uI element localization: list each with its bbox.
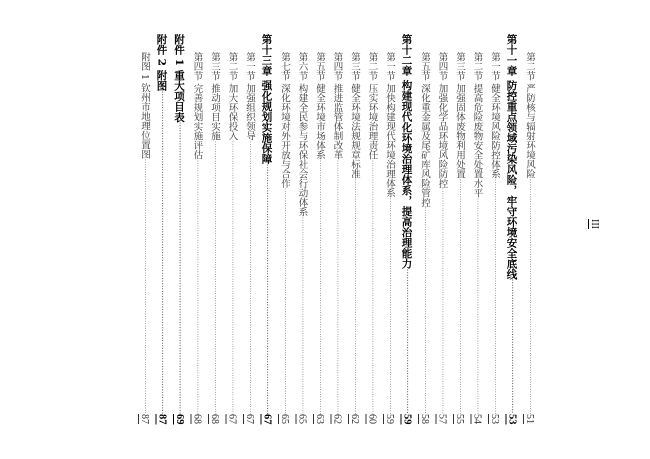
toc-leader-dots	[328, 160, 346, 414]
toc-entry-title: 第一节 加强组织领导	[244, 52, 255, 141]
toc-leader-dots	[258, 164, 276, 414]
toc-page-number: 53	[489, 414, 500, 424]
toc-section-entry[interactable]	[328, 34, 346, 424]
toc-section-entry[interactable]	[223, 34, 241, 424]
toc-leader-dots	[416, 207, 434, 414]
toc-page-number: 62	[349, 414, 360, 424]
toc-leader-dots	[293, 217, 311, 414]
toc-section-entry[interactable]	[188, 34, 206, 424]
toc-leader-dots	[276, 188, 294, 414]
toc-section-entry[interactable]	[468, 34, 486, 424]
toc-chapter-entry[interactable]	[153, 34, 171, 424]
toc-page-number: 67	[261, 413, 273, 424]
toc-leader-dots	[451, 179, 469, 414]
toc-page-number: 87	[139, 414, 150, 424]
toc-entry-title: 第二节 提高危险废物安全处置水平	[471, 52, 483, 198]
toc-page-number: 68	[191, 414, 203, 424]
toc-entry-title: 附件 1 重大项目表	[173, 34, 185, 123]
toc-chapter-entry[interactable]	[171, 34, 189, 424]
toc-page-number: 60	[366, 414, 378, 424]
toc-entry-title: 附图 1 钦州市地理位置图	[139, 52, 150, 160]
toc-leader-dots	[503, 279, 521, 413]
page-number: III	[589, 219, 600, 229]
toc-page-number: 63	[314, 414, 325, 424]
toc-page-number: 67	[226, 414, 238, 424]
toc-leader-dots	[171, 122, 189, 413]
toc-entry-title: 第一节 加快构建现代环境治理体系	[384, 52, 395, 198]
toc-entry-title: 第五节 深化重金属及尾矿库风险管控	[419, 52, 430, 208]
toc-leader-dots	[486, 179, 504, 414]
toc-entry-title: 第十一章 防控重点领域污染风险，牢守环境安全底线	[505, 34, 518, 280]
toc-section-entry[interactable]	[486, 34, 504, 424]
toc-leader-dots	[398, 269, 416, 414]
toc-page-number: 53	[506, 413, 518, 424]
toc-section-entry[interactable]	[293, 34, 311, 424]
toc-leader-dots	[153, 91, 171, 414]
toc-page-number: 59	[384, 414, 395, 424]
toc-entry-title: 第三节 推动项目实施	[209, 52, 220, 141]
toc-page-number: 65	[279, 414, 290, 424]
toc-entry-title: 第十二章 构建现代化环境治理体系，提高治理能力	[400, 34, 413, 269]
toc-entry-title: 第三节 加强固体废物利用处置	[454, 52, 465, 179]
toc-section-entry[interactable]	[363, 34, 381, 424]
toc-entry-title: 第四节 加强化学品环境风险防控	[436, 52, 448, 189]
toc-entry-title: 附件 2 附图	[155, 34, 168, 91]
toc-leader-dots	[433, 188, 451, 414]
toc-section-entry[interactable]	[451, 34, 469, 424]
toc-section-entry[interactable]	[276, 34, 294, 424]
toc-entry-title: 第五节 健全环境市场体系	[314, 52, 325, 160]
toc-page-number: 62	[331, 414, 343, 424]
toc-entry-title: 第二节 严防核与辐射环境风险	[524, 52, 535, 179]
toc-page-number: 57	[436, 414, 448, 424]
toc-chapter-entry[interactable]	[258, 34, 276, 424]
toc-leader-dots	[206, 141, 224, 414]
toc-leader-dots	[346, 179, 364, 414]
toc-chapter-entry[interactable]	[398, 34, 416, 424]
toc-leader-dots	[381, 198, 399, 414]
toc-section-entry[interactable]	[311, 34, 329, 424]
toc-section-entry[interactable]	[521, 34, 539, 424]
toc-leader-dots	[311, 160, 329, 414]
toc-entry-title: 第四节 完善规划实施评估	[191, 52, 203, 160]
toc-page-number: 55	[454, 414, 465, 424]
toc-page-number: 51	[524, 414, 535, 424]
toc-entry-title: 第一节 健全环境风险防控体系	[489, 52, 500, 179]
toc-entry-title: 第十三章 强化规划实施保障	[260, 34, 273, 164]
toc-section-entry[interactable]	[206, 34, 224, 424]
table-of-contents	[78, 34, 538, 424]
toc-leader-dots	[188, 160, 206, 414]
toc-entry-title: 第三节 健全环境法规规章标准	[349, 52, 360, 179]
toc-page-number: 67	[244, 414, 255, 424]
toc-entry-title: 第二节 加大环保投入	[226, 52, 238, 141]
toc-section-entry[interactable]	[433, 34, 451, 424]
toc-entry-title: 第六节 构建全民参与环保社会行动体系	[296, 52, 308, 217]
toc-leader-dots	[521, 179, 539, 414]
toc-leader-dots	[468, 198, 486, 414]
toc-leader-dots	[241, 141, 259, 414]
toc-leader-dots	[223, 141, 241, 414]
toc-page-number: 59	[401, 413, 413, 424]
toc-entry-title: 第二节 压实环境治理责任	[366, 52, 378, 160]
toc-page-number: 68	[209, 414, 220, 424]
toc-page-number: 54	[471, 414, 483, 424]
toc-leader-dots	[136, 159, 154, 414]
toc-entry-title: 第四节 推进监管体制改革	[331, 52, 343, 160]
toc-section-entry[interactable]	[381, 34, 399, 424]
toc-section-entry[interactable]	[416, 34, 434, 424]
toc-leader-dots	[363, 160, 381, 414]
toc-section-entry[interactable]	[136, 34, 154, 424]
toc-page-number: 87	[156, 413, 168, 424]
toc-chapter-entry[interactable]	[503, 34, 521, 424]
toc-section-entry[interactable]	[241, 34, 259, 424]
toc-page-number: 65	[296, 414, 308, 424]
toc-page-number: 69	[174, 413, 185, 424]
toc-page-number: 58	[419, 414, 430, 424]
toc-entry-title: 第七节 深化环境对外开放与合作	[279, 52, 290, 189]
toc-section-entry[interactable]	[346, 34, 364, 424]
